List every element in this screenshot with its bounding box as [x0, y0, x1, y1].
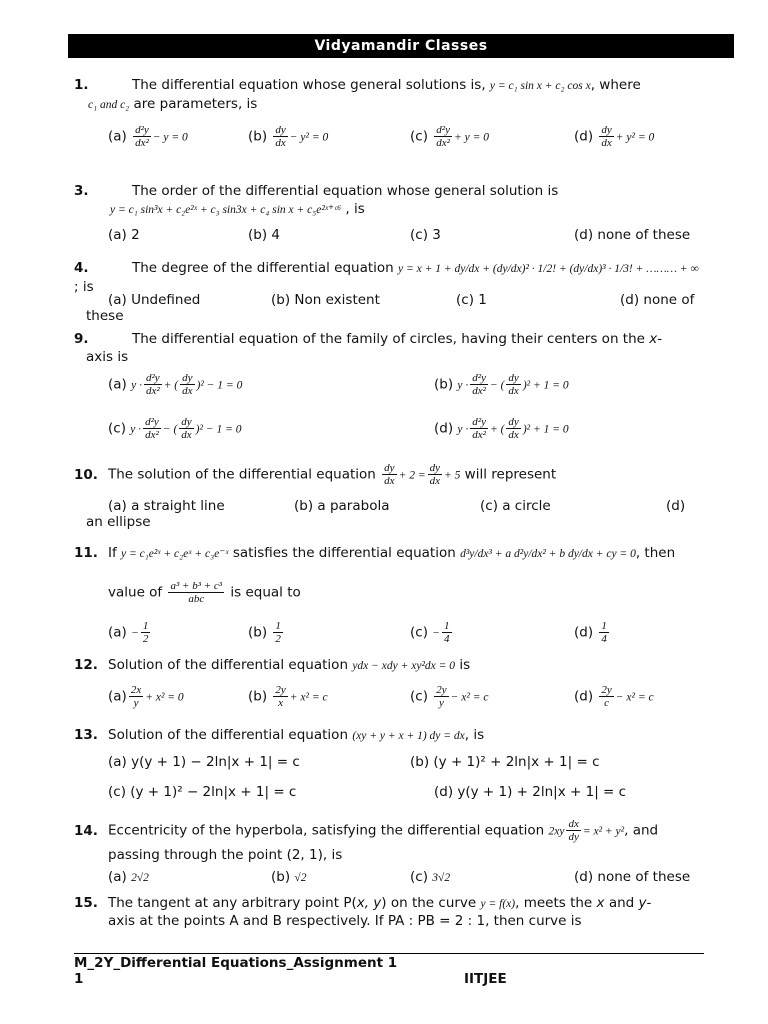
question-text: Solution of the differential equation [108, 657, 349, 673]
question-14-line2: passing through the point (2, 1), is [108, 847, 343, 863]
options-q4 [108, 292, 708, 310]
question-number: 13. [74, 727, 98, 743]
equation: d³y/dx³ + a d²y/dx² + b dy/dx + cy = 0 [460, 548, 636, 560]
question-text: Eccentricity of the hyperbola, satisfying the differential equation [108, 822, 545, 839]
option-d[interactable]: (d) none of [620, 292, 695, 308]
option-a[interactable]: (a) y(y + 1) − 2ln|x + 1| = c [108, 754, 300, 770]
question-text: value of [108, 584, 163, 601]
options-q13-row2 [108, 784, 708, 802]
option-a[interactable]: (a) $\frac{\text{d²y}}{\text{dx²}}$ − y = 0 [108, 124, 188, 149]
options-q3 [108, 227, 708, 245]
question-text: will represent [464, 466, 557, 483]
question-text: Solution of the differential equation [108, 727, 349, 743]
option-d[interactable]: (d) y(y + 1) + 2ln|x + 1| = c [434, 784, 627, 800]
question-10: 10. The solution of the differential equation $\frac{dy}{dx}$ + 2 = $\frac{dy}{dx}$ + 5 will represent [74, 462, 557, 487]
option-b[interactable]: (b) √2 [271, 869, 307, 885]
question-14: 14. Eccentricity of the hyperbola, satisfying the differential equation 2xy $\frac{dx}{dy}$ = x² + y², and [74, 818, 659, 843]
option-d[interactable]: (d) $\frac{1}{4}$ [574, 620, 607, 645]
question-text: If [108, 545, 117, 561]
question-number: 9. [74, 331, 89, 347]
question-11: 11. If y = c₁e²ˣ + c₂eˣ + c₃e⁻ˣ satisfies the differential equation d³y/dx³ + a d²y/dx² + b dy/dx + cy = 0, then [74, 545, 676, 561]
option-a[interactable]: (a) 2√2 [108, 869, 149, 885]
question-12 [74, 656, 704, 675]
option-d[interactable]: (d) [666, 498, 686, 514]
option-d[interactable]: (d) y · $\frac{\text{d²y}}{\text{dx²}}$ + ( $\frac{dy}{dx}$ )² + 1 = 0 [434, 416, 569, 441]
question-number: 15. [74, 895, 98, 911]
option-b[interactable]: (b) 4 [248, 227, 280, 243]
option-b[interactable]: (b) $\frac{2y}{x}$ + x² = c [248, 684, 328, 709]
question-text: is [459, 657, 471, 673]
option-b[interactable]: (b) $\frac{dy}{dx}$ − y² = 0 [248, 124, 329, 149]
equation: (xy + y + x + 1) dy = dx [352, 730, 465, 742]
option-b[interactable]: (b) Non existent [271, 292, 380, 308]
options-q13-row1 [108, 754, 708, 772]
option-b[interactable]: (b) (y + 1)² + 2ln|x + 1| = c [410, 754, 600, 770]
option-c[interactable]: (c) y · $\frac{\text{d²y}}{\text{dx²}}$ − ( $\frac{dy}{dx}$ )² − 1 = 0 [108, 416, 242, 441]
option-c[interactable]: (c) (y + 1)² − 2ln|x + 1| = c [108, 784, 297, 800]
option-c[interactable]: (c) 1 [456, 292, 487, 308]
option-d-continuation: these [86, 308, 124, 324]
equation: c₁ and c₂ [88, 99, 130, 111]
equation: y = c₁ sin x + c₂ cos x [489, 80, 591, 92]
header-banner: Vidyamandir Classes [68, 34, 734, 58]
option-a[interactable]: (a) $\frac{2x}{y}$ + x² = 0 [108, 684, 184, 709]
options-q9-row1 [108, 372, 708, 406]
question-15: 15. The tangent at any arbitrary point P(x, y) on the curve y = f(x), meets the x and y- [74, 895, 652, 911]
option-d[interactable]: (d) none of these [574, 869, 691, 885]
options-q10 [108, 498, 708, 516]
option-a[interactable]: (a) − $\frac{1}{2}$ [108, 620, 149, 645]
option-b[interactable]: (b) a parabola [294, 498, 390, 514]
question-number: 14. [74, 822, 98, 839]
variable: x [649, 331, 658, 347]
option-a[interactable]: (a) y · $\frac{\text{d²y}}{\text{dx²}}$ + ( $\frac{dy}{dx}$ )² − 1 = 0 [108, 372, 243, 397]
footer-rule [74, 953, 704, 954]
option-d[interactable]: (d) none of these [574, 227, 691, 243]
equation: y = f(x) [480, 898, 516, 910]
option-b[interactable]: (b) y · $\frac{\text{d²y}}{\text{dx²}}$ − ( $\frac{dy}{dx}$ )² + 1 = 0 [434, 372, 569, 397]
question-4 [74, 259, 704, 296]
options-q9-row2 [108, 416, 708, 450]
question-number: 11. [74, 545, 98, 561]
question-text: satisfies the differential equation [232, 545, 456, 561]
option-d[interactable]: (d) $\frac{dy}{dx}$ + y² = 0 [574, 124, 655, 149]
question-text: is equal to [230, 584, 301, 601]
question-text: ; is [74, 279, 94, 295]
question-text: are parameters, is [133, 96, 258, 112]
option-a[interactable]: (a) Undefined [108, 292, 201, 308]
question-15-line2: axis at the points A and B respectively. If PA : PB = 2 : 1, then curve is [108, 913, 582, 929]
question-1 [74, 76, 704, 114]
option-c[interactable]: (c) − $\frac{1}{4}$ [410, 620, 450, 645]
option-d-continuation: an ellipse [86, 514, 151, 530]
option-d[interactable]: (d) $\frac{2y}{c}$ − x² = c [574, 684, 654, 709]
question-number: 4. [74, 260, 89, 276]
equation: y = c₁ sin³x + c₂e²ˣ + c₃ sin3x + c₄ sin x + c₅e²ˣ⁺ᶜ⁶ [110, 204, 342, 216]
option-a[interactable]: (a) a straight line [108, 498, 225, 514]
options-q12 [108, 684, 708, 718]
question-number: 12. [74, 657, 98, 673]
question-number: 10. [74, 466, 98, 483]
question-9: 9. The differential equation of the family of circles, having their centers on the x- axis is [74, 331, 663, 365]
footer-brand: IITJEE [464, 971, 507, 987]
option-b[interactable]: (b) $\frac{1}{2}$ [248, 620, 281, 645]
options-q11 [108, 620, 708, 654]
question-text: The solution of the differential equation [108, 466, 376, 483]
equation: ydx − xdy + xy²dx = 0 [352, 660, 456, 672]
option-c[interactable]: (c) 3√2 [410, 869, 451, 885]
footer-title: M_2Y_Differential Equations_Assignment 1 [74, 955, 398, 971]
question-text: The differential equation of the family of circles, having their centers on the [132, 331, 645, 347]
option-c[interactable]: (c) a circle [480, 498, 551, 514]
equation: y = c₁e²ˣ + c₂eˣ + c₃e⁻ˣ [121, 548, 229, 560]
question-text: axis is [86, 349, 129, 365]
option-c[interactable]: (c) $\frac{2y}{y}$ − x² = c [410, 684, 489, 709]
question-number: 1. [74, 77, 89, 93]
question-text: The differential equation whose general solutions is, [132, 77, 486, 93]
footer-page-number: 1 [74, 971, 84, 987]
question-3 [74, 182, 704, 219]
option-a[interactable]: (a) 2 [108, 227, 140, 243]
question-text: The order of the differential equation whose general solution is [132, 183, 559, 199]
question-11-line2: value of $\frac{\text{a³ + b³ + c³}}{\text{abc}}$ is equal to [108, 580, 301, 605]
options-q1 [108, 124, 708, 158]
options-q14 [108, 869, 708, 887]
option-c[interactable]: (c) 3 [410, 227, 441, 243]
question-text: The degree of the differential equation [132, 260, 394, 276]
question-text: , is [345, 201, 365, 217]
question-13: 13. Solution of the differential equation (xy + y + x + 1) dy = dx, is [74, 727, 485, 743]
question-text: , where [590, 77, 641, 93]
option-c[interactable]: (c) $\frac{\text{d²y}}{\text{dx²}}$ + y = 0 [410, 124, 489, 149]
question-number: 3. [74, 183, 89, 199]
equation: y = x + 1 + dy/dx + (dy/dx)² · 1/2! + (dy/dx)³ · 1/3! + ……… + ∞ [398, 263, 699, 275]
